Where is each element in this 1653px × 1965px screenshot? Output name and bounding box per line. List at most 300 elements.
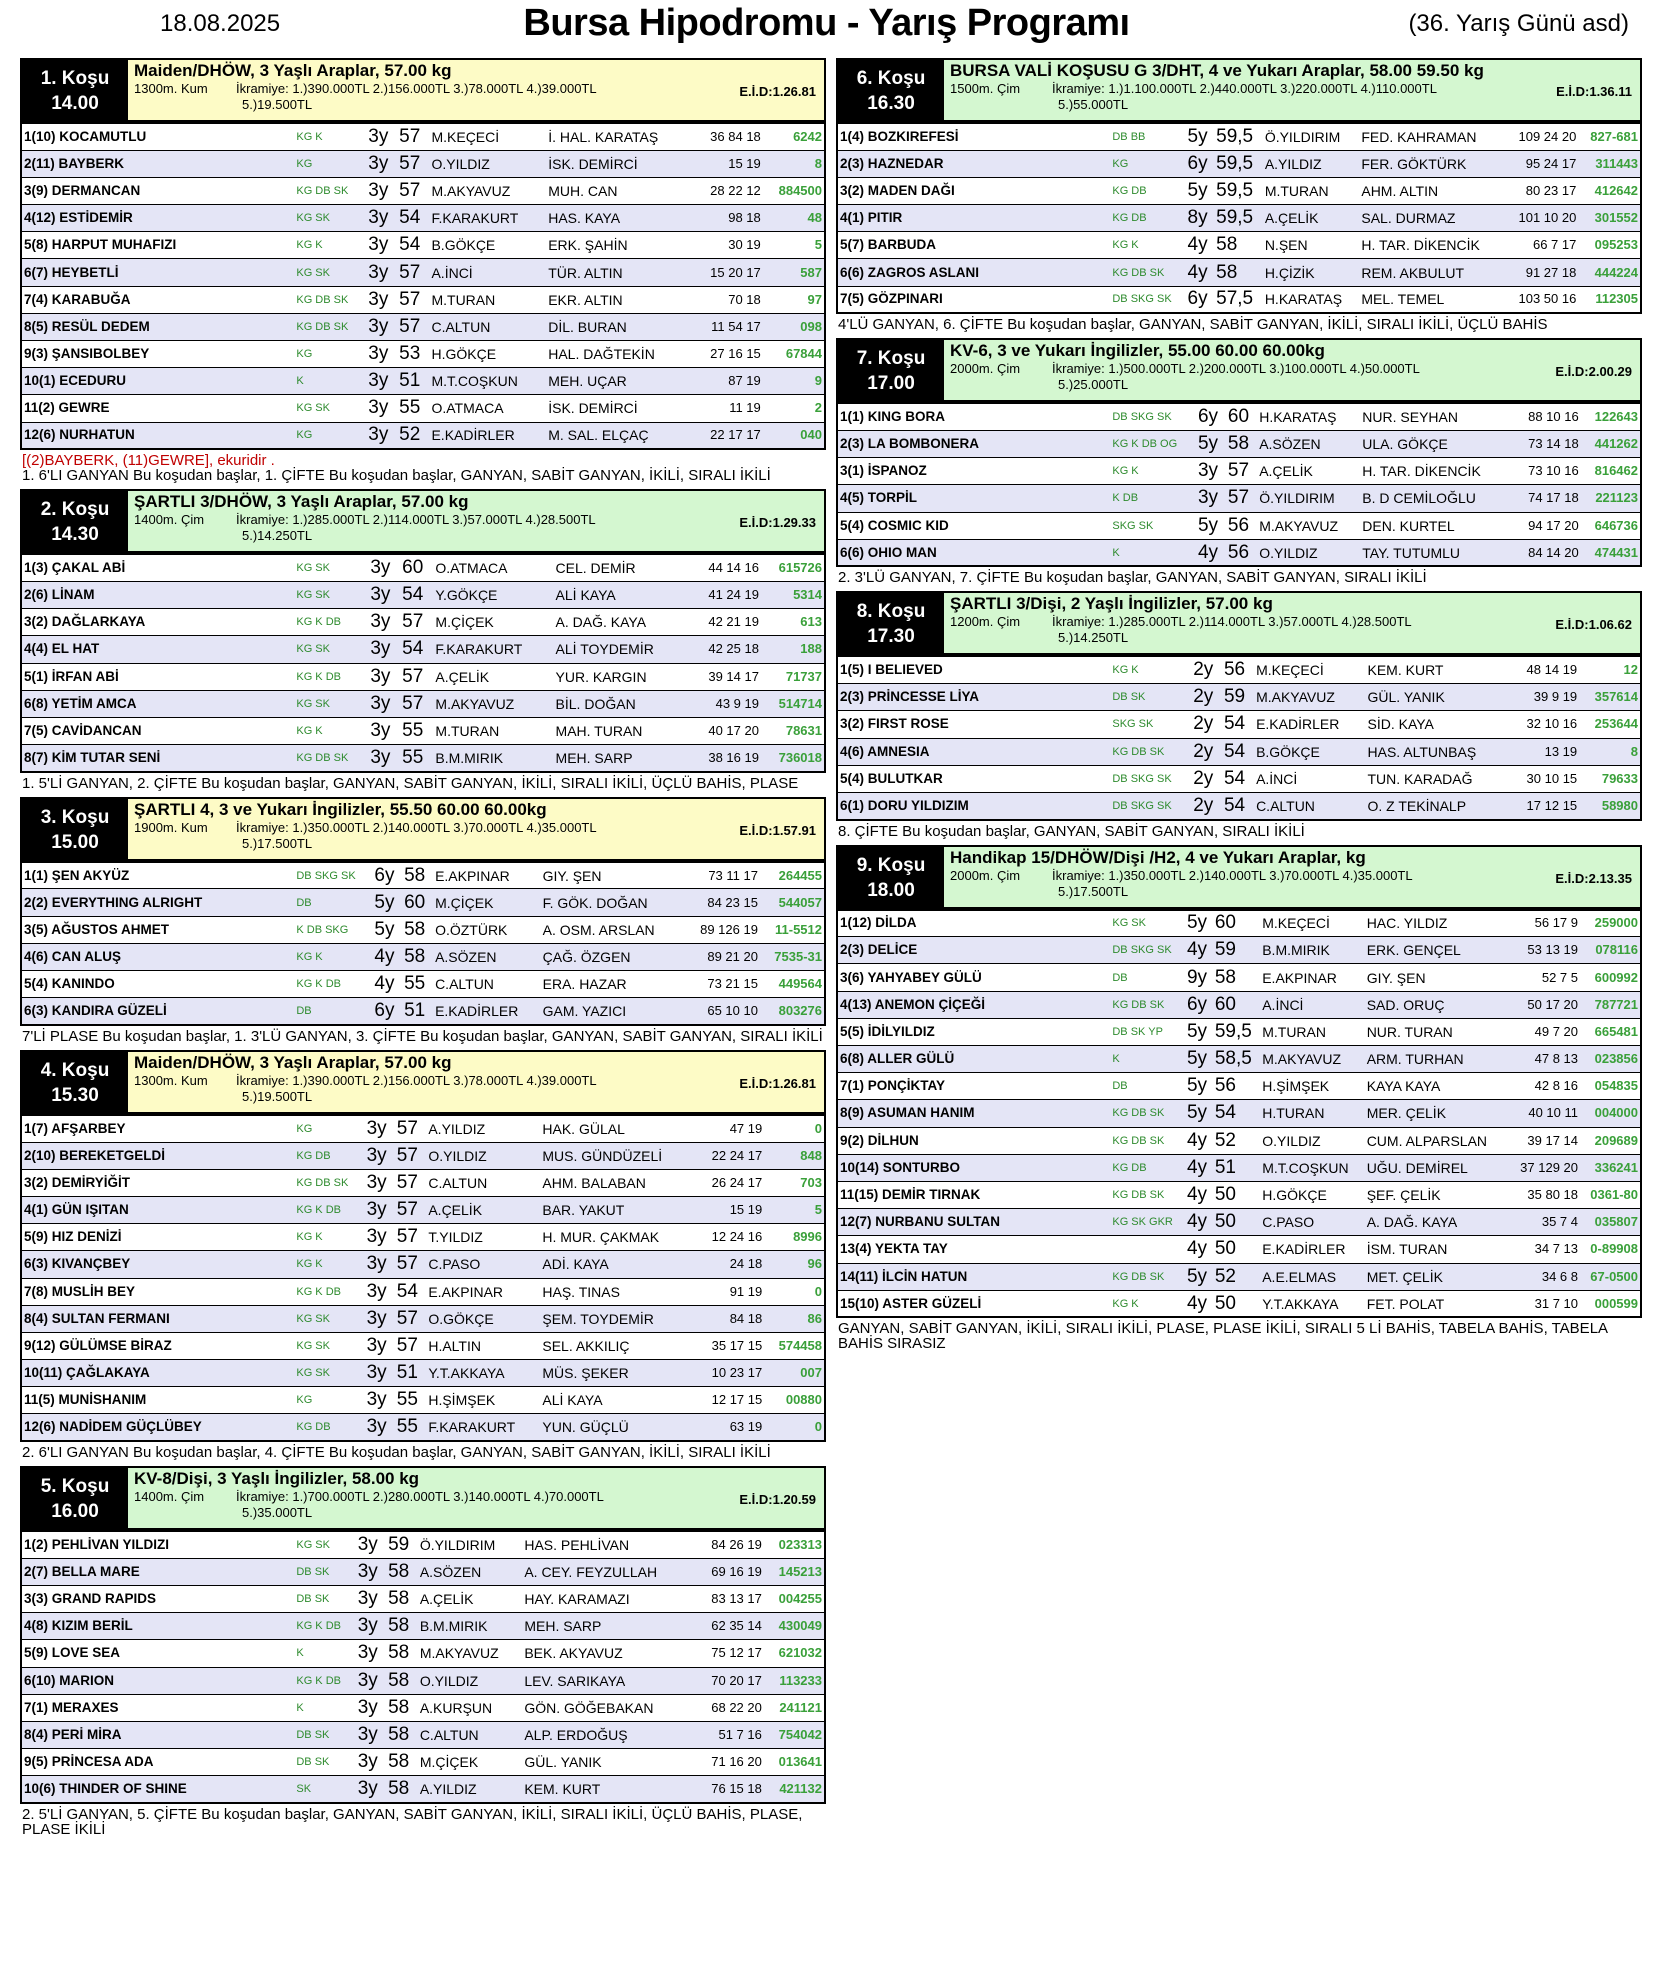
age: 3y: [356, 1586, 386, 1613]
race-details: [134, 820, 818, 836]
jockey: Y.GÖKÇE: [433, 581, 553, 608]
equipment: KG SK: [294, 395, 366, 422]
score: 803276: [760, 998, 825, 1025]
age: 5y: [1185, 1073, 1213, 1100]
jockey: B.M.MIRIK: [418, 1613, 523, 1640]
weight: 58: [402, 943, 433, 970]
table-row: [21, 1667, 825, 1694]
form: 10 23 17: [696, 1360, 765, 1387]
table-row: [21, 368, 825, 395]
weight: 51: [397, 368, 429, 395]
race-time: 14.30: [51, 524, 99, 546]
score: 00880: [764, 1387, 825, 1414]
form: 11 54 17: [693, 313, 763, 340]
race-prize-5: 5.)14.250TL: [1058, 630, 1129, 646]
race-prize-5: 5.)19.500TL: [242, 1088, 313, 1104]
race-prize-5: 5.)35.000TL: [242, 1505, 313, 1521]
horse-name: 11(2) GEWRE: [21, 395, 294, 422]
horse-name: 4(8) KIZIM BERİL: [21, 1613, 294, 1640]
weight: 58: [402, 862, 433, 889]
jockey: E.KADİRLER: [433, 998, 541, 1025]
score: 474431: [1581, 539, 1641, 566]
horse-name: 1(5) I BELIEVED: [837, 656, 1110, 683]
race-conditions: Maiden/DHÖW, 3 Yaşlı Araplar, 57.00 kg: [134, 61, 452, 80]
age: 4y: [1196, 539, 1226, 566]
race-prizes: İkramiye: 1.)700.000TL 2.)280.000TL 3.)140.000TL 4.)70.000TL: [236, 1489, 604, 1505]
trainer: ÇAĞ. ÖZGEN: [541, 943, 684, 970]
jockey: H.GÖKÇE: [1260, 1181, 1364, 1208]
horse-name: 5(8) HARPUT MUHAFIZI: [21, 232, 294, 259]
form: 73 11 17: [684, 862, 760, 889]
table-row: [21, 1115, 825, 1142]
trainer: ALP. ERDOĞUŞ: [522, 1721, 695, 1748]
equipment: K: [1110, 1046, 1185, 1073]
race-details: [950, 614, 1634, 630]
score: 621032: [764, 1640, 825, 1667]
race-bets-note: [20, 1804, 826, 1840]
form: 17 12 15: [1509, 792, 1579, 819]
weight: 58: [1214, 232, 1263, 259]
trainer: GÜL. YANIK: [522, 1749, 695, 1776]
equipment: KG K DB: [294, 1667, 355, 1694]
equipment: KG K DB: [294, 1196, 364, 1223]
score: 884500: [763, 177, 825, 204]
form: 42 21 19: [689, 609, 761, 636]
horse-name: 6(10) MARION: [21, 1667, 294, 1694]
table-row: [21, 971, 825, 998]
table-row: [837, 150, 1641, 177]
equipment: K: [294, 1640, 355, 1667]
trainer: MAH. TURAN: [554, 717, 689, 744]
horse-name: 15(10) ASTER GÜZELİ: [837, 1290, 1110, 1317]
score: 264455: [760, 862, 825, 889]
age: 3y: [366, 313, 397, 340]
form: 43 9 19: [689, 690, 761, 717]
age: 5y: [1196, 431, 1226, 458]
age: 3y: [368, 663, 400, 690]
weight: 54: [1222, 765, 1254, 792]
score: 78631: [761, 717, 825, 744]
table-row: [21, 1251, 825, 1278]
weight: 57: [1226, 458, 1257, 485]
weight: 59,5: [1213, 1018, 1260, 1045]
age: 3y: [356, 1613, 386, 1640]
trainer: ŞEF. ÇELİK: [1365, 1181, 1509, 1208]
trainer: LEV. SARIKAYA: [522, 1667, 695, 1694]
trainer: HAK. GÜLAL: [540, 1115, 695, 1142]
equipment: KG K DB: [294, 663, 368, 690]
race-bets-note: [20, 773, 826, 794]
bet-types: 2. 3'LÜ GANYAN, 7. ÇİFTE Bu koşudan başlar, GANYAN, SABİT GANYAN, SIRALI İKİLİ: [838, 569, 1427, 587]
equipment: KG DB: [1110, 1154, 1185, 1181]
trainer: FER. GÖKTÜRK: [1359, 150, 1505, 177]
age: 3y: [365, 1251, 395, 1278]
weight: 56: [1222, 656, 1254, 683]
horse-name: 8(7) KİM TUTAR SENİ: [21, 745, 294, 772]
table-row: [837, 792, 1641, 819]
race-prize-5: 5.)17.500TL: [242, 835, 313, 851]
weight: 59,5: [1214, 150, 1263, 177]
form: 52 7 5: [1508, 964, 1580, 991]
horse-name: 5(4) COSMIC KID: [837, 512, 1110, 539]
table-row: [21, 1278, 825, 1305]
age: 3y: [366, 205, 397, 232]
weight: 54: [395, 1278, 427, 1305]
age: 3y: [1196, 458, 1226, 485]
horse-name: 1(3) ÇAKAL ABİ: [21, 554, 294, 581]
score: 736018: [761, 745, 825, 772]
age: 3y: [365, 1305, 395, 1332]
form: 22 24 17: [696, 1142, 765, 1169]
horse-name: 9(2) DİLHUN: [837, 1127, 1110, 1154]
form: 12 17 15: [696, 1387, 765, 1414]
weight: 56: [1226, 512, 1257, 539]
age: 3y: [366, 150, 397, 177]
table-row: [837, 123, 1641, 150]
table-row: [837, 1181, 1641, 1208]
score: 97: [763, 286, 825, 313]
race-section: [20, 1050, 826, 1463]
age: 5y: [1185, 1263, 1213, 1290]
score: 827-681: [1578, 123, 1641, 150]
form: 38 16 19: [689, 745, 761, 772]
trainer: ERK. ŞAHİN: [546, 232, 692, 259]
score: 301552: [1578, 205, 1641, 232]
weight: 60: [400, 554, 433, 581]
score: 007: [764, 1360, 825, 1387]
table-row: [21, 916, 825, 943]
horse-name: 7(1) MERAXES: [21, 1694, 294, 1721]
race-bets-note: [836, 314, 1642, 335]
trainer: ADİ. KAYA: [540, 1251, 695, 1278]
right-column: [836, 58, 1642, 1357]
trainer: MEH. SARP: [554, 745, 689, 772]
trainer: H. TAR. DİKENCİK: [1359, 232, 1505, 259]
table-row: [837, 403, 1641, 430]
entries-table: [836, 402, 1642, 567]
weight: 58: [386, 1558, 418, 1585]
form: 50 17 20: [1508, 991, 1580, 1018]
weight: 57: [397, 150, 429, 177]
weight: 58: [386, 1586, 418, 1613]
score: 0: [764, 1115, 825, 1142]
table-row: [21, 313, 825, 340]
equipment: KG DB SK: [294, 177, 366, 204]
age: 6y: [372, 998, 402, 1025]
equipment: SK: [294, 1776, 355, 1803]
table-row: [21, 862, 825, 889]
age: 3y: [365, 1360, 395, 1387]
age: 3y: [366, 123, 397, 150]
table-row: [837, 937, 1641, 964]
table-row: [21, 205, 825, 232]
equipment: KG K: [1110, 458, 1196, 485]
jockey: H.ŞİMŞEK: [426, 1387, 540, 1414]
age: 4y: [1185, 937, 1213, 964]
score: 71737: [761, 663, 825, 690]
race-bets-note: [836, 821, 1642, 842]
table-row: [21, 1558, 825, 1585]
equipment: KG: [294, 341, 366, 368]
entries-table: [20, 122, 826, 450]
weight: 58: [402, 916, 433, 943]
form: 13 19: [1509, 738, 1579, 765]
score: 023313: [764, 1531, 825, 1558]
horse-name: 1(12) DİLDA: [837, 910, 1110, 937]
horse-name: 2(7) BELLA MARE: [21, 1558, 294, 1585]
trainer: MUS. GÜNDÜZELİ: [540, 1142, 695, 1169]
horse-name: 1(2) PEHLİVAN YILDIZI: [21, 1531, 294, 1558]
table-row: [21, 717, 825, 744]
trainer: CUM. ALPARSLAN: [1365, 1127, 1509, 1154]
horse-name: 9(5) PRİNCESA ADA: [21, 1749, 294, 1776]
bet-types: 7'Lİ PLASE Bu koşudan başlar, 1. 3'LÜ GANYAN, 3. ÇİFTE Bu koşudan başlar, GANYAN, SABİT GANYAN, SIRALI İKİLİ: [22, 1027, 823, 1045]
table-row: [21, 1721, 825, 1748]
trainer: A. DAĞ. KAYA: [554, 609, 689, 636]
horse-name: 3(2) DAĞLARKAYA: [21, 609, 294, 636]
form: 73 21 15: [684, 971, 760, 998]
form: 83 13 17: [695, 1586, 764, 1613]
horse-name: 10(11) ÇAĞLAKAYA: [21, 1360, 294, 1387]
equipment: KG SK: [294, 205, 366, 232]
weight: 52: [1213, 1127, 1260, 1154]
horse-name: 2(6) LİNAM: [21, 581, 294, 608]
horse-name: 4(6) CAN ALUŞ: [21, 943, 294, 970]
horse-name: 7(5) CAVİDANCAN: [21, 717, 294, 744]
weight: 56: [1226, 539, 1257, 566]
race-time: 16.30: [867, 93, 915, 114]
trainer: ŞEM. TOYDEMİR: [540, 1305, 695, 1332]
table-row: [837, 1263, 1641, 1290]
score: 848: [764, 1142, 825, 1169]
table-row: [21, 1531, 825, 1558]
horse-name: 6(3) KIVANÇBEY: [21, 1251, 294, 1278]
trainer: ULA. GÖKÇE: [1360, 431, 1512, 458]
age: 2y: [1191, 738, 1222, 765]
race-bets-note: [836, 1318, 1642, 1354]
race-conditions: KV-6, 3 ve Yukarı İngilizler, 55.00 60.00 60.00kg: [950, 341, 1325, 361]
race-record-time: E.İ.D:1.26.81: [739, 1075, 816, 1091]
form: 12 24 16: [696, 1224, 765, 1251]
race-header: [836, 58, 1642, 122]
form: 39 14 17: [689, 663, 761, 690]
trainer: SAD. ORUÇ: [1365, 991, 1509, 1018]
weight: 55: [402, 971, 433, 998]
equipment: KG K: [294, 717, 368, 744]
score: 112305: [1578, 286, 1641, 313]
score: 600992: [1580, 964, 1641, 991]
form: 84 26 19: [695, 1531, 764, 1558]
equipment: DB SK YP: [1110, 1018, 1185, 1045]
race-bets-note: [836, 567, 1642, 588]
age: 3y: [368, 717, 400, 744]
form: 26 24 17: [696, 1169, 765, 1196]
jockey: B.GÖKÇE: [1254, 738, 1365, 765]
table-row: [837, 684, 1641, 711]
equipment: KG K DB: [294, 1613, 355, 1640]
equipment: DB SKG SK: [294, 862, 372, 889]
weight: 59,5: [1214, 205, 1263, 232]
jockey: E.AKPINAR: [1260, 964, 1364, 991]
form: 41 24 19: [689, 581, 761, 608]
weight: 54: [1222, 792, 1254, 819]
trainer: MUH. CAN: [546, 177, 692, 204]
race-label: 3. Koşu: [40, 806, 110, 828]
race-prizes: İkramiye: 1.)1.100.000TL 2.)440.000TL 3.)220.000TL 4.)110.000TL: [1052, 81, 1437, 96]
jockey: M.ÇİÇEK: [418, 1749, 523, 1776]
form: 48 14 19: [1509, 656, 1579, 683]
horse-name: 6(8) ALLER GÜLÜ: [837, 1046, 1110, 1073]
horse-name: 5(5) İDİLYILDIZ: [837, 1018, 1110, 1045]
race-conditions: ŞARTLI 3/DHÖW, 3 Yaşlı Araplar, 57.00 kg: [134, 492, 469, 512]
score: 574458: [764, 1332, 825, 1359]
trainer: F. GÖK. DOĞAN: [541, 889, 684, 916]
score: 013641: [764, 1749, 825, 1776]
horse-name: 3(9) DERMANCAN: [21, 177, 294, 204]
equipment: SKG SK: [1110, 512, 1196, 539]
table-row: [21, 943, 825, 970]
score: 412642: [1578, 177, 1641, 204]
form: 88 10 16: [1513, 403, 1581, 430]
score: 004000: [1580, 1100, 1641, 1127]
weight: 58: [386, 1640, 418, 1667]
table-row: [837, 1290, 1641, 1317]
weight: 55: [395, 1414, 427, 1441]
equipment: KG K: [294, 943, 372, 970]
equipment: KG SK: [1110, 910, 1185, 937]
horse-name: 7(1) PONÇİKTAY: [837, 1073, 1110, 1100]
jockey: C.ALTUN: [429, 313, 546, 340]
bet-types: 2. 5'Lİ GANYAN, 5. ÇİFTE Bu koşudan başlar, GANYAN, SABİT GANYAN, İKİLİ, SIRALI İKİLİ, ÜÇLÜ BAHİS, PLASE, PLASE İKİLİ: [22, 1806, 803, 1838]
jockey: A.ÇELİK: [1257, 458, 1360, 485]
age: 4y: [1185, 1154, 1213, 1181]
score: 58980: [1579, 792, 1641, 819]
score: 79633: [1579, 765, 1641, 792]
left-column: [20, 58, 826, 1843]
trainer: HAL. DAĞTEKİN: [546, 341, 692, 368]
trainer: A. DAĞ. KAYA: [1365, 1209, 1509, 1236]
equipment: DB SKG SK: [1110, 765, 1191, 792]
race-distance: 1300m. Kum: [134, 1072, 208, 1088]
weight: 57: [395, 1196, 427, 1223]
age: 5y: [372, 916, 402, 943]
race-time: 16.00: [51, 1501, 99, 1523]
score: 040: [763, 422, 825, 449]
race-prize-5: 5.)55.000TL: [1058, 97, 1129, 112]
weight: 59: [386, 1531, 418, 1558]
score: 86: [764, 1305, 825, 1332]
race-label: 7. Koşu: [856, 348, 926, 370]
age: 3y: [356, 1667, 386, 1694]
race-header: [836, 845, 1642, 909]
horse-name: 2(3) HAZNEDAR: [837, 150, 1110, 177]
equipment: KG DB SK: [1110, 259, 1185, 286]
age: 3y: [365, 1224, 395, 1251]
weight: 51: [1213, 1154, 1260, 1181]
form: 47 19: [696, 1115, 765, 1142]
jockey: M.AKYAVUZ: [429, 177, 546, 204]
horse-name: 5(4) KANINDO: [21, 971, 294, 998]
age: 3y: [365, 1414, 395, 1441]
race-time: 15.30: [51, 1084, 99, 1106]
equipment: DB: [294, 998, 372, 1025]
table-row: [837, 1073, 1641, 1100]
score: 544057: [760, 889, 825, 916]
weight: 57: [397, 313, 429, 340]
trainer: ERK. GENÇEL: [1365, 937, 1509, 964]
trainer: DEN. KURTEL: [1360, 512, 1512, 539]
jockey: Y.T.AKKAYA: [426, 1360, 540, 1387]
table-row: [21, 1169, 825, 1196]
race-info: [944, 60, 1640, 120]
race-number-box: [22, 799, 128, 859]
jockey: M.AKYAVUZ: [418, 1640, 523, 1667]
form: 35 80 18: [1508, 1181, 1580, 1208]
race-header: [20, 58, 826, 122]
trainer: ALİ KAYA: [540, 1387, 695, 1414]
horse-name: 8(5) RESÜL DEDEM: [21, 313, 294, 340]
jockey: M.TURAN: [1263, 177, 1360, 204]
age: 3y: [366, 368, 397, 395]
weight: 57: [395, 1332, 427, 1359]
trainer: GIY. ŞEN: [1365, 964, 1509, 991]
horse-name: 6(3) KANDIRA GÜZELİ: [21, 998, 294, 1025]
age: 3y: [368, 581, 400, 608]
score: 5: [764, 1196, 825, 1223]
jockey: A.E.ELMAS: [1260, 1263, 1364, 1290]
jockey: A.SÖZEN: [433, 943, 541, 970]
age: 3y: [366, 341, 397, 368]
jockey: H.KARATAŞ: [1263, 286, 1360, 313]
trainer: HAS. ALTUNBAŞ: [1366, 738, 1510, 765]
age: 5y: [1196, 512, 1226, 539]
table-row: [21, 998, 825, 1025]
trainer: KEM. KURT: [1366, 656, 1510, 683]
race-prizes: İkramiye: 1.)500.000TL 2.)200.000TL 3.)100.000TL 4.)50.000TL: [1052, 361, 1420, 377]
equipment: K DB SKG: [294, 916, 372, 943]
jockey: A.SÖZEN: [1257, 431, 1360, 458]
weight: 50: [1213, 1290, 1260, 1317]
race-details: [950, 868, 1634, 884]
trainer: TUN. KARADAĞ: [1366, 765, 1510, 792]
weight: 58,5: [1213, 1046, 1260, 1073]
table-row: [837, 286, 1641, 313]
horse-name: 12(7) NURBANU SULTAN: [837, 1209, 1110, 1236]
equipment: KG SK: [294, 259, 366, 286]
jockey: C.PASO: [1260, 1209, 1364, 1236]
race-day-number: (36. Yarış Günü asd): [1408, 10, 1629, 37]
trainer: BAR. YAKUT: [540, 1196, 695, 1223]
race-label: 4. Koşu: [40, 1059, 110, 1081]
weight: 58: [386, 1749, 418, 1776]
jockey: M.TURAN: [1260, 1018, 1364, 1045]
race-prizes: İkramiye: 1.)285.000TL 2.)114.000TL 3.)57.000TL 4.)28.500TL: [1052, 614, 1412, 630]
weight: 55: [400, 717, 433, 744]
jockey: Ö.YILDIRIM: [418, 1531, 523, 1558]
entries-table: [836, 655, 1642, 820]
race-number-box: [838, 60, 944, 120]
race-number-box: [22, 1468, 128, 1528]
equipment: DB SKG SK: [1110, 403, 1196, 430]
score: 0361-80: [1580, 1181, 1641, 1208]
score: 6242: [763, 123, 825, 150]
jockey: F.KARAKURT: [429, 205, 546, 232]
form: 63 19: [696, 1414, 765, 1441]
weight: 54: [400, 581, 433, 608]
race-section: [20, 797, 826, 1047]
race-bets-note: [20, 450, 826, 486]
race-header: [836, 338, 1642, 402]
